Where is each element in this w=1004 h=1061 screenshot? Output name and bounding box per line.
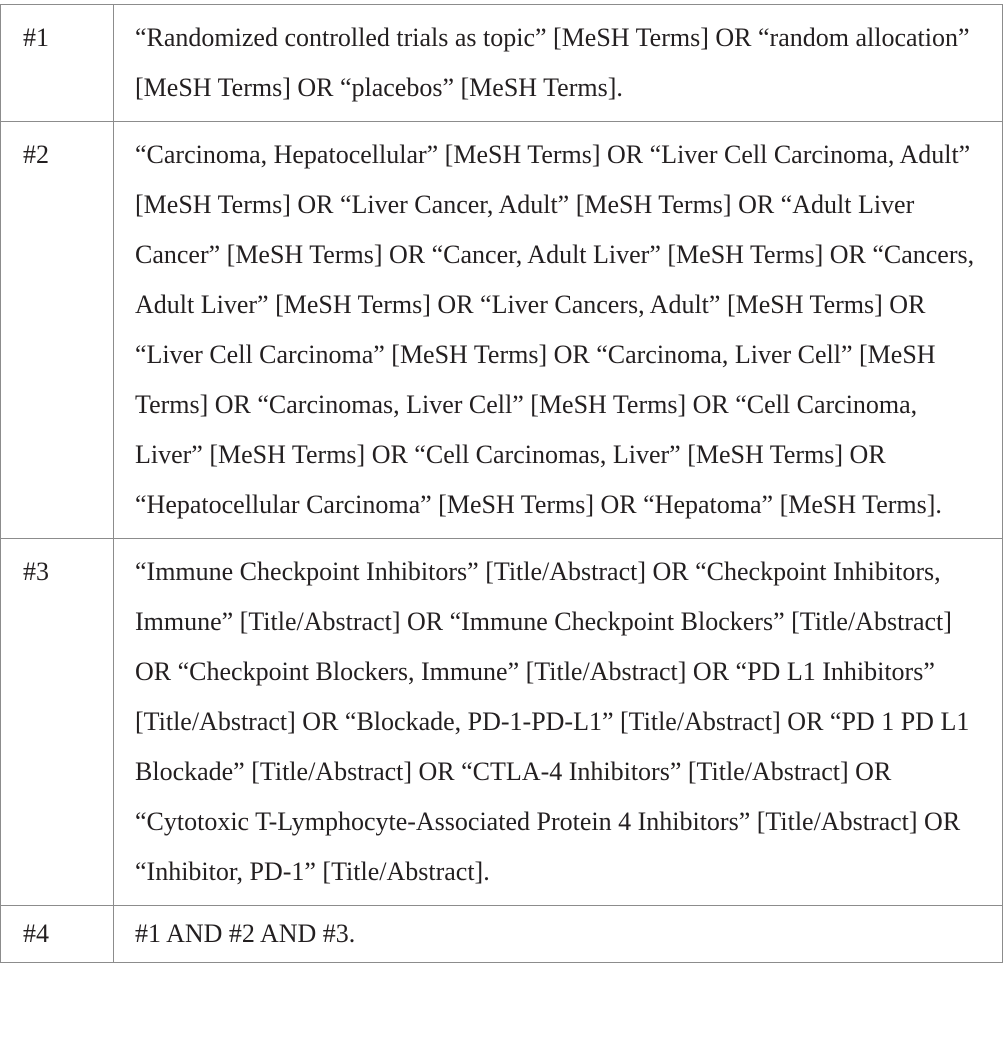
search-query-cell: “Immune Checkpoint Inhibitors” [Title/Abstract] OR “Checkpoint Inhibitors, Immune” [Title/Abstract] OR “Immune Checkpoint Blockers” [Title/Abstract] OR “Checkpoint Blockers, Immune” [Title/Abstract] OR “PD L1 Inhibitors” [Title/Abstract] OR “Blockade, PD-1-PD-L1” [Title/Abstract] OR “PD 1 PD L1 Blockade” [Title/Abstract] OR “CTLA-4 Inhibitors” [Title/Abstract] OR “Cytotoxic T-Lymphocyte-Associated Protein 4 Inhibitors” [Title/Abstract] OR “Inhibitor, PD-1” [Title/Abstract]. xyxy=(114,539,1003,906)
search-id-cell: #2 xyxy=(1,122,114,539)
search-strategy-table xyxy=(0,4,1003,963)
search-id-cell: #3 xyxy=(1,539,114,906)
search-query-cell: “Carcinoma, Hepatocellular” [MeSH Terms] OR “Liver Cell Carcinoma, Adult” [MeSH Terms] OR “Liver Cancer, Adult” [MeSH Terms] OR “Adult Liver Cancer” [MeSH Terms] OR “Cancer, Adult Liver” [MeSH Terms] OR “Cancers, Adult Liver” [MeSH Terms] OR “Liver Cancers, Adult” [MeSH Terms] OR “Liver Cell Carcinoma” [MeSH Terms] OR “Carcinoma, Liver Cell” [MeSH Terms] OR “Carcinomas, Liver Cell” [MeSH Terms] OR “Cell Carcinoma, Liver” [MeSH Terms] OR “Cell Carcinomas, Liver” [MeSH Terms] OR “Hepatocellular Carcinoma” [MeSH Terms] OR “Hepatoma” [MeSH Terms]. xyxy=(114,122,1003,539)
search-query-cell: “Randomized controlled trials as topic” [MeSH Terms] OR “random allocation” [MeSH Terms] OR “placebos” [MeSH Terms]. xyxy=(114,5,1003,122)
table-row xyxy=(1,539,1003,906)
table-row xyxy=(1,906,1003,963)
search-id-cell: #1 xyxy=(1,5,114,122)
search-id-cell: #4 xyxy=(1,906,114,963)
table-row xyxy=(1,5,1003,122)
table-row xyxy=(1,122,1003,539)
search-query-cell: #1 AND #2 AND #3. xyxy=(114,906,1003,963)
